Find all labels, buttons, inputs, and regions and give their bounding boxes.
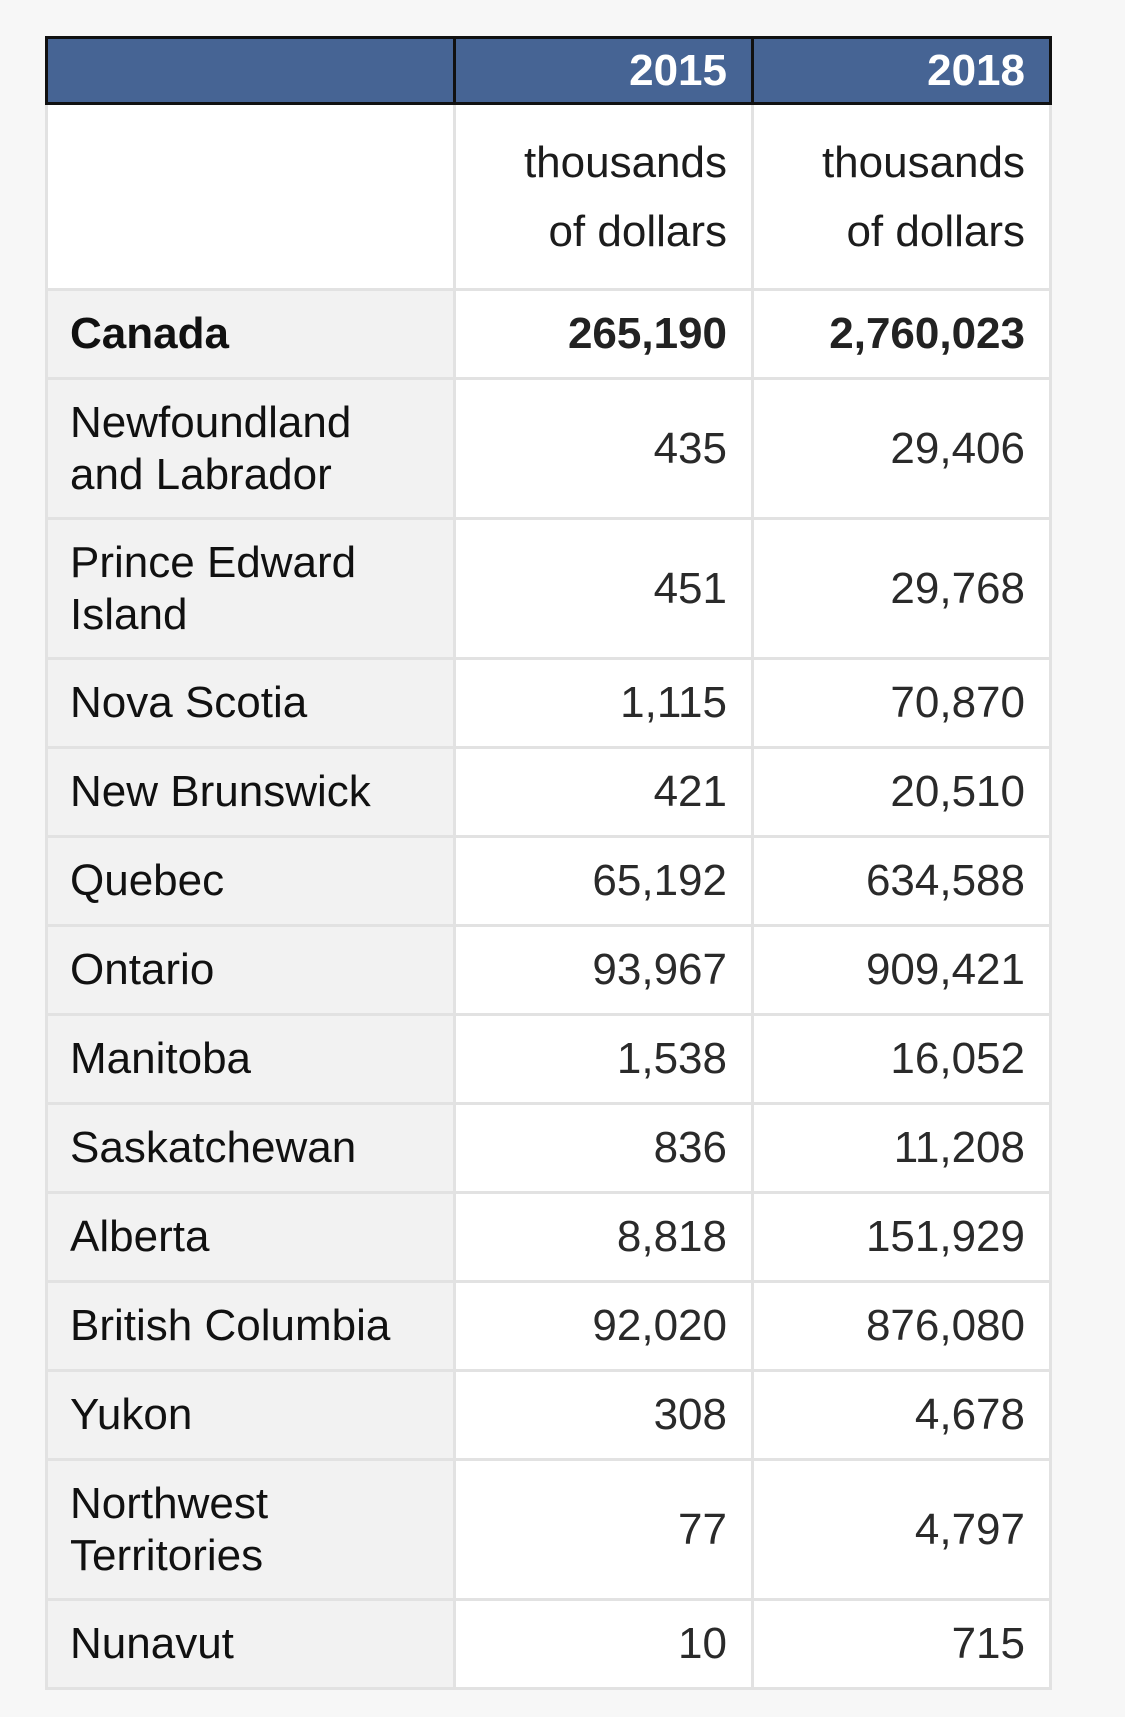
row-year-2015: 10 xyxy=(455,1600,753,1689)
row-year-2018: 70,870 xyxy=(753,659,1051,748)
row-year-2018: 909,421 xyxy=(753,926,1051,1015)
table-header xyxy=(47,38,1051,104)
row-year-2015: 93,967 xyxy=(455,926,753,1015)
row-year-2015: 1,538 xyxy=(455,1015,753,1104)
total-geo: Canada xyxy=(47,290,455,379)
row-year-2018: 4,678 xyxy=(753,1371,1051,1460)
row-year-2015: 92,020 xyxy=(455,1282,753,1371)
table-row xyxy=(47,1600,1051,1689)
row-geo: Saskatchewan xyxy=(47,1104,455,1193)
row-geo: Northwest Territories xyxy=(47,1460,455,1600)
row-geo: Newfoundland and Labrador xyxy=(47,379,455,519)
row-year-2018: 876,080 xyxy=(753,1282,1051,1371)
total-year-2018: 2,760,023 xyxy=(753,290,1051,379)
row-geo: New Brunswick xyxy=(47,748,455,837)
table-row xyxy=(47,379,1051,519)
row-year-2018: 16,052 xyxy=(753,1015,1051,1104)
row-geo: Alberta xyxy=(47,1193,455,1282)
table-row xyxy=(47,1104,1051,1193)
header-geo xyxy=(47,38,455,104)
row-year-2018: 29,768 xyxy=(753,519,1051,659)
row-year-2015: 435 xyxy=(455,379,753,519)
row-year-2015: 65,192 xyxy=(455,837,753,926)
total-row xyxy=(47,290,1051,379)
table-row xyxy=(47,1015,1051,1104)
data-table xyxy=(45,36,1052,1690)
row-year-2015: 8,818 xyxy=(455,1193,753,1282)
table-body xyxy=(47,104,1051,1689)
row-geo: Ontario xyxy=(47,926,455,1015)
table-row xyxy=(47,1371,1051,1460)
row-year-2018: 29,406 xyxy=(753,379,1051,519)
row-year-2015: 836 xyxy=(455,1104,753,1193)
units-geo xyxy=(47,104,455,290)
row-year-2018: 4,797 xyxy=(753,1460,1051,1600)
units-year-2018: thousands of dollars xyxy=(753,104,1051,290)
row-year-2015: 77 xyxy=(455,1460,753,1600)
row-year-2018: 715 xyxy=(753,1600,1051,1689)
header-year-2018: 2018 xyxy=(753,38,1051,104)
row-year-2018: 634,588 xyxy=(753,837,1051,926)
row-year-2015: 1,115 xyxy=(455,659,753,748)
table-row xyxy=(47,1460,1051,1600)
row-geo: Nunavut xyxy=(47,1600,455,1689)
table-row xyxy=(47,837,1051,926)
table-row xyxy=(47,659,1051,748)
table-row xyxy=(47,1282,1051,1371)
header-row xyxy=(47,38,1051,104)
row-geo: Prince Edward Island xyxy=(47,519,455,659)
total-year-2015: 265,190 xyxy=(455,290,753,379)
row-year-2018: 151,929 xyxy=(753,1193,1051,1282)
row-year-2018: 11,208 xyxy=(753,1104,1051,1193)
row-geo: Quebec xyxy=(47,837,455,926)
units-row xyxy=(47,104,1051,290)
table-row xyxy=(47,748,1051,837)
header-year-2015: 2015 xyxy=(455,38,753,104)
units-year-2015: thousands of dollars xyxy=(455,104,753,290)
table-row xyxy=(47,926,1051,1015)
row-geo: British Columbia xyxy=(47,1282,455,1371)
row-geo: Manitoba xyxy=(47,1015,455,1104)
row-year-2018: 20,510 xyxy=(753,748,1051,837)
row-year-2015: 308 xyxy=(455,1371,753,1460)
row-year-2015: 421 xyxy=(455,748,753,837)
table-row xyxy=(47,1193,1051,1282)
row-geo: Yukon xyxy=(47,1371,455,1460)
row-year-2015: 451 xyxy=(455,519,753,659)
row-geo: Nova Scotia xyxy=(47,659,455,748)
table-row xyxy=(47,519,1051,659)
